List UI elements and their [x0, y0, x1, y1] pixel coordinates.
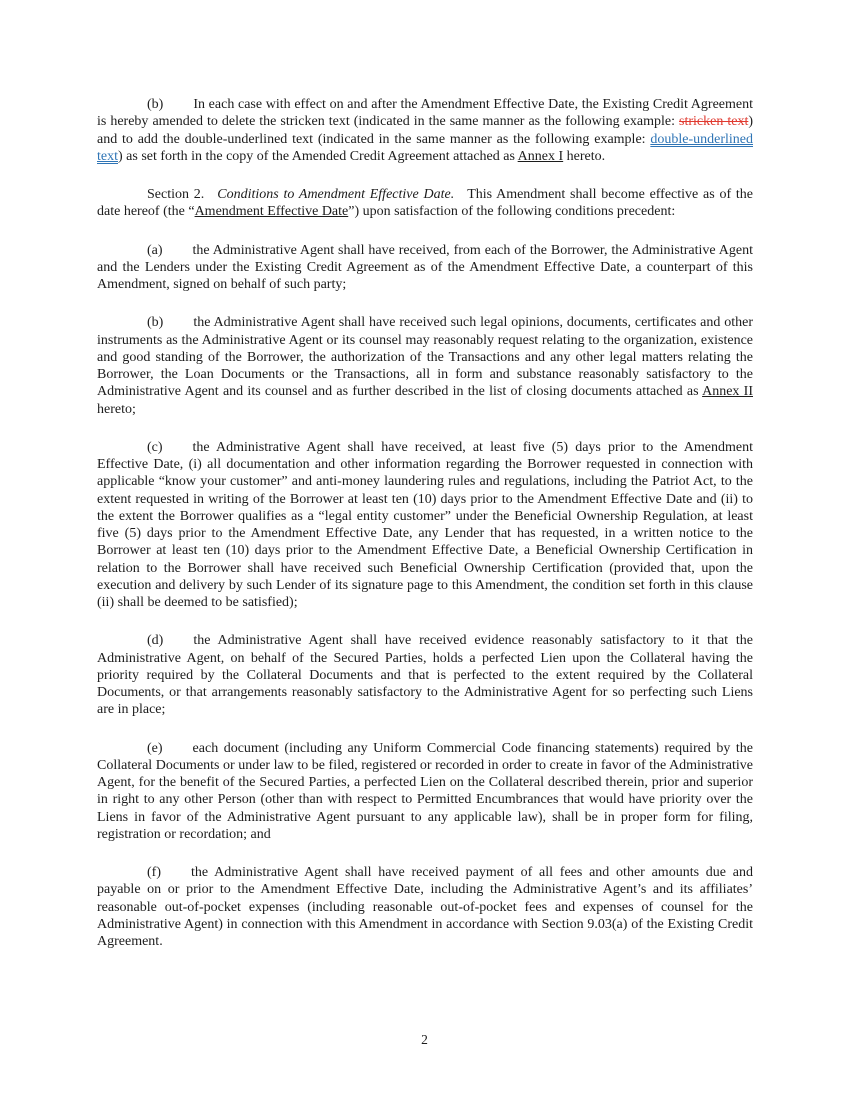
- list-marker: (e): [147, 740, 163, 756]
- double-underlined-text-example: double-underlined text: [97, 131, 753, 164]
- paragraph-amendment-b: [97, 96, 753, 165]
- text-run: hereto;: [97, 401, 136, 417]
- section-number: Section 2.: [147, 187, 205, 202]
- paragraph-condition-f: [97, 864, 753, 950]
- paragraph-condition-e: [97, 740, 753, 844]
- list-marker: (f): [147, 865, 161, 880]
- text-run: ”) upon satisfaction of the following conditions precedent:: [348, 204, 676, 220]
- section-title: Conditions to Amendment Effective Date.: [217, 187, 455, 202]
- text-run: each document (including any Uniform Commercial Code financing statements) required by the Collateral Documents or under law to be filed, registered or recorded in order to create in favor of the Administrative Agent, for the benefit of the Secured Parties, a perfected Lien on the Collateral described therein, prior and superior in right to any other Person (other than with respect to Permitted Encumbrances that would have priority over the Liens in favor of the Administrative Agent pursuant to any applicable law), shall be in proper form for filing, registration or recordation; and: [97, 740, 753, 842]
- list-marker: (b): [147, 97, 164, 112]
- list-marker: (a): [147, 242, 163, 258]
- paragraph-condition-d: [97, 632, 753, 718]
- document-body: [97, 96, 753, 971]
- text-run: the Administrative Agent shall have received payment of all fees and other amounts due and payable on or prior to the Amendment Effective Date, including the Administrative Agent’s and its affiliates’ reasonable out-of-pocket expenses (including reasonable out-of-pocket fees and expenses of counsel for the Administrative Agent) in connection with this Amendment in accordance with Section 9.03(a) of the Existing Credit Agreement.: [97, 865, 753, 949]
- text-run: the Administrative Agent shall have received, from each of the Borrower, the Administrative Agent and the Lenders under the Existing Credit Agreement as of the Amendment Effective Date, a counterpart of this Amendment, signed on behalf of such party;: [97, 242, 753, 292]
- list-marker: (d): [147, 633, 164, 649]
- text-run: ) and to add the double-underlined text (indicated in the same manner as the following example:: [97, 114, 754, 147]
- annex-i-reference: Annex I: [517, 148, 564, 164]
- text-run: the Administrative Agent shall have received evidence reasonably satisfactory to it that the Administrative Agent, on behalf of the Secured Parties, holds a perfected Lien upon the Collateral having the priority required by the Collateral Documents and that is perfected to the extent required by the Collateral Documents, or that arrangements reasonably satisfactory to the Administrative Agent for so perfecting such Liens are in place;: [97, 633, 753, 718]
- paragraph-condition-a: [97, 242, 753, 294]
- annex-ii-reference: Annex II: [702, 384, 753, 400]
- paragraph-condition-c: [97, 439, 753, 612]
- list-marker: (b): [147, 315, 164, 331]
- defined-term: Amendment Effective Date: [194, 204, 349, 220]
- page-footer: [0, 1032, 849, 1048]
- text-run: In each case with effect on and after the Amendment Effective Date, the Existing Credit Agreement is hereby amended to delete the stricken text (indicated in the same manner as the following example:: [97, 97, 753, 130]
- paragraph-condition-b: [97, 314, 753, 418]
- text-run: the Administrative Agent shall have received, at least five (5) days prior to the Amendment Effective Date, (i) all documentation and other information regarding the Borrower requested in connection with applicable “know your customer” and anti-money laundering rules and regulations, including the Patriot Act, to the extent requested in writing of the Borrower at least ten (10) days prior to the Amendment Effective Date and (ii) to the extent the Borrower qualifies as a “legal entity customer” under the Beneficial Ownership Regulation, at least five (5) days prior to the Amendment Effective Date, any Lender that has requested, in a written notice to the Borrower at least ten (10) days prior to the Amendment Effective Date, a Beneficial Ownership Certification in relation to the Borrower shall have received such Beneficial Ownership Certification (provided that, upon the execution and delivery by such Lender of its signature page to this Amendment, the condition set forth in this clause (ii) shall be deemed to be satisfied);: [97, 439, 753, 610]
- paragraph-section-2: [97, 186, 753, 221]
- stricken-text-example: stricken text: [679, 114, 749, 130]
- text-run: hereto.: [563, 148, 606, 164]
- text-run: the Administrative Agent shall have received such legal opinions, documents, certificates and other instruments as the Administrative Agent or its counsel may reasonably request relating to the organization, existence and good standing of the Borrower, the authorization of the Transactions and any other legal matters relating the Borrower, the Loan Documents or the Transactions, all in form and substance reasonably satisfactory to the Administrative Agent and its counsel and as further described in the list of closing documents attached as: [97, 315, 753, 400]
- page-number: 2: [421, 1032, 428, 1047]
- list-marker: (c): [147, 439, 163, 455]
- text-run: ) as set forth in the copy of the Amended Credit Agreement attached as: [118, 148, 518, 164]
- text-run: This Amendment shall become effective as of the date hereof (the “: [97, 187, 753, 220]
